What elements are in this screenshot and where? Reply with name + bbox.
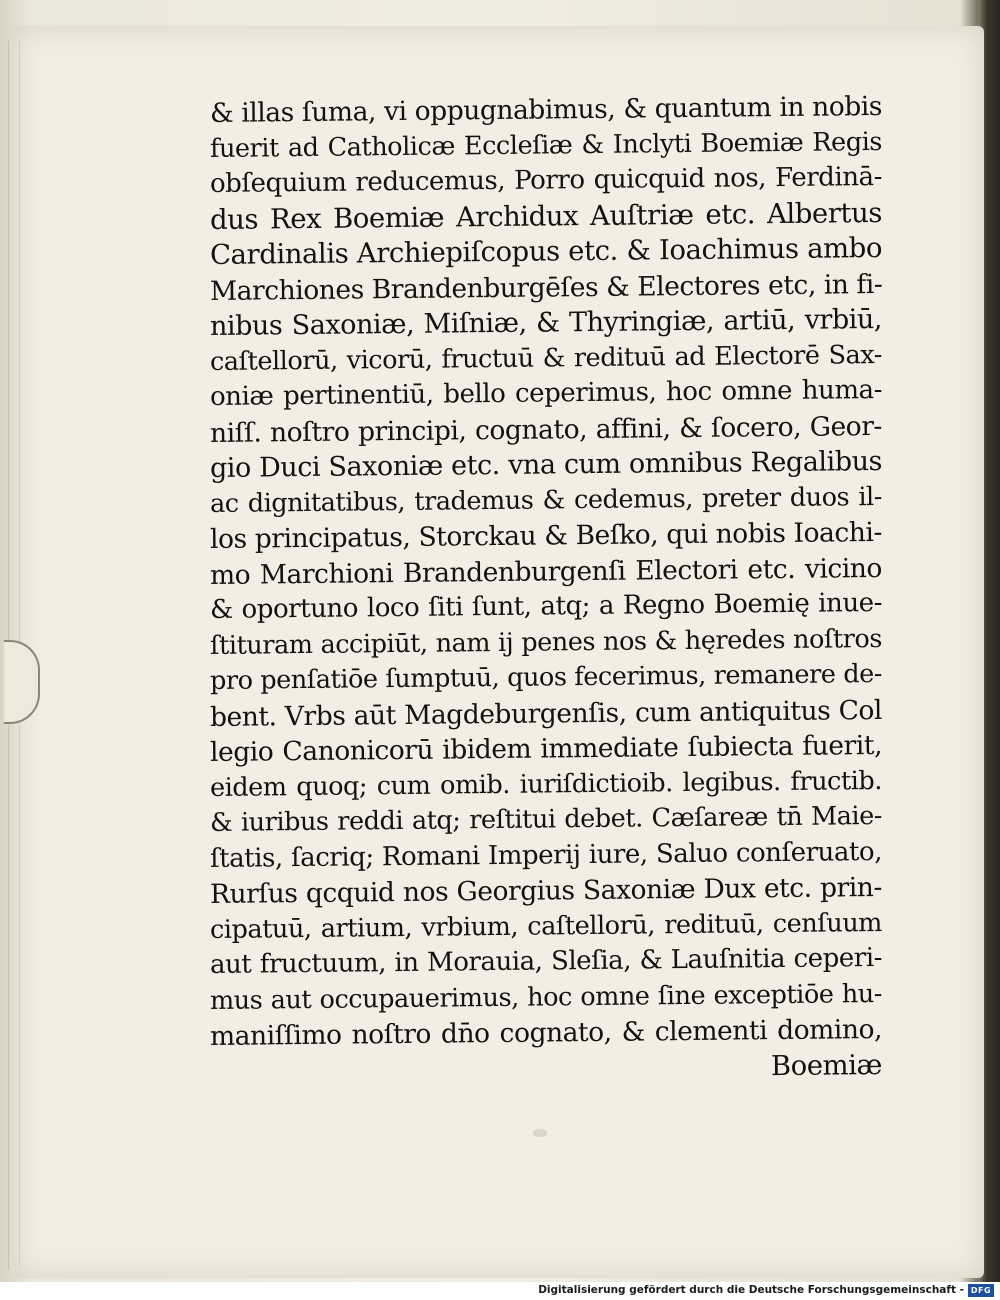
text-line: nibus Saxoniæ, Miſniæ, & Thyringiæ, artiū, vrbiū, — [209, 303, 883, 342]
text-line: & illas ſuma, vi oppugnabimus, & quantum in nobis — [209, 90, 883, 129]
text-line: ac dignitatibus, trademus & cedemus, preter duos il- — [209, 481, 883, 519]
text-line: dus Rex Boemiæ Archidux Auſtriæ etc. Albertus — [209, 196, 883, 236]
text-line: fuerit ad Catholicæ Eccleſiæ & Inclyti Boemiæ Regis — [209, 126, 883, 164]
text-line: Cardinalis Archiepiſcopus etc. & Ioachimus ambo — [209, 231, 883, 271]
text-line: bent. Vrbs aūt Magdeburgenſis, cum antiquitus Col — [209, 694, 883, 733]
text-line: mus aut occupauerimus, hoc omne ſine exceptiōe hu- — [209, 978, 883, 1016]
text-line: los principatus, Storckau & Beſko, qui nobis Ioachi- — [209, 516, 883, 555]
text-line: Marchiones Brandenburgēſes & Electores etc, in fi- — [209, 268, 883, 307]
text-line: cipatuū, artium, vrbium, caſtellorū, redituū, cenſuum — [209, 907, 883, 945]
text-line: pro penſatiōe ſumptuū, quos fecerimus, remanere de- — [209, 658, 883, 696]
text-line: ſtituram accipiūt, nam ij penes nos & hęredes noſtros — [209, 623, 883, 661]
text-line: legio Canonicorū ibidem immediate ſubiecta fuerit, — [209, 729, 883, 768]
text-line: niſſ. noſtro principi, cognato, affini, & ſocero, Geor- — [209, 410, 883, 449]
text-line: aut fructuum, in Morauia, Sleſia, & Lauſnitia ceperi- — [209, 942, 883, 980]
dfg-logo: DFG — [968, 1284, 994, 1297]
catchword: Boemiæ — [770, 1048, 883, 1082]
text-line: mo Marchioni Brandenburgenſi Electori etc. vicino — [209, 552, 883, 591]
text-line: obſequium reducemus, Porro quicquid nos, Ferdinā- — [209, 161, 883, 199]
text-line: eidem quoq; cum omib. iuriſdictioib. legibus. fructib. — [209, 765, 883, 803]
text-line: ſtatis, ſacriq; Romani Imperij iure, Saluo conſeruato, — [209, 836, 883, 874]
text-line: Rurſus qcquid nos Georgius Saxoniæ Dux etc. prin- — [209, 871, 883, 910]
text-line: & iuribus reddi atq; reſtitui debet. Cæſareæ tn̄ Maie- — [209, 800, 883, 838]
text-line: maniſſimo noſtro dn̄o cognato, & clementi domino, — [209, 1013, 883, 1052]
text-block — [209, 90, 883, 1090]
text-line: oniæ pertinentiū, bello ceperimus, hoc omne huma- — [209, 374, 883, 412]
text-line: caſtellorū, vicorū, fructuū & redituū ad Electorē Sax- — [209, 339, 883, 377]
paper-spot — [533, 1129, 547, 1137]
digitization-credit: Digitalisierung gefördert durch die Deutsche Forschungsgemeinschaft - — [538, 1284, 964, 1296]
text-line: & oportuno loco ſiti ſunt, atq; a Regno Boemię inue- — [209, 587, 883, 625]
text-line: gio Duci Saxoniæ etc. vna cum omnibus Regalibus — [209, 445, 883, 484]
